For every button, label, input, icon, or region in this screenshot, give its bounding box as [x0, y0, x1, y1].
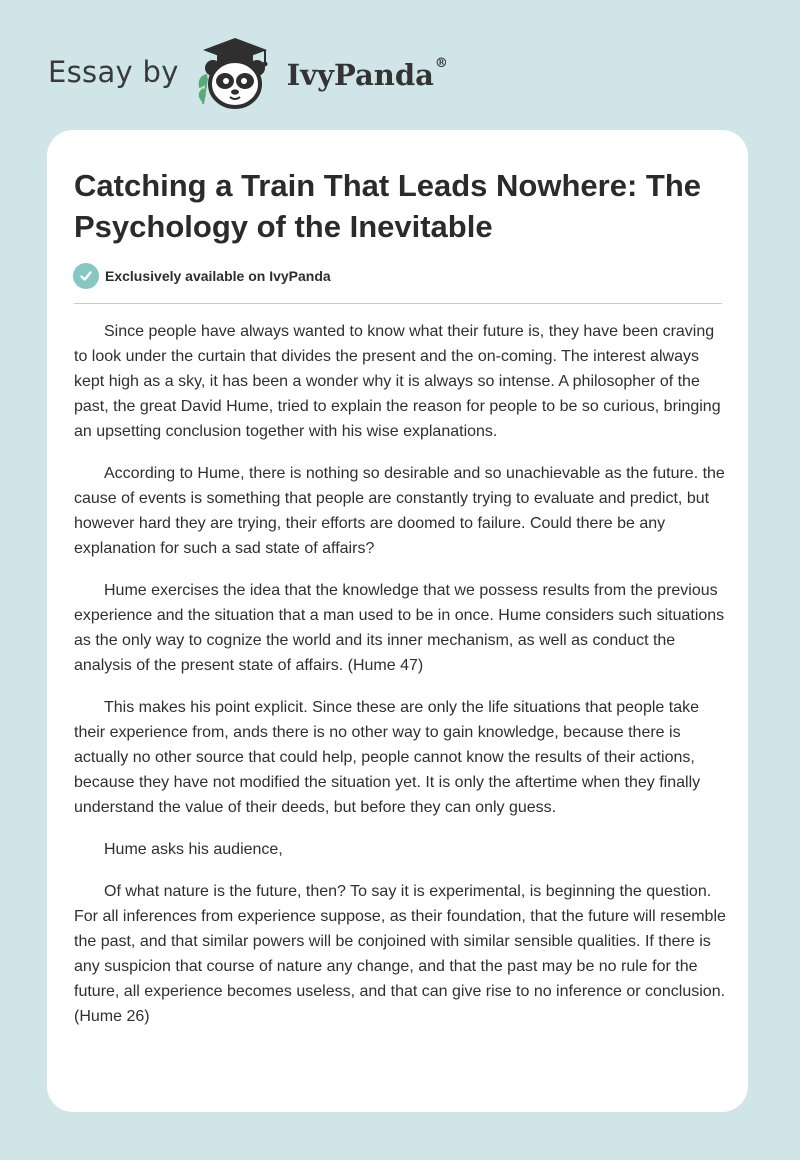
paragraph: Hume asks his audience,: [104, 841, 283, 858]
brand-name-text: IvyPanda: [286, 58, 434, 92]
essay-by-label: Essay by: [48, 55, 179, 89]
registered-mark: ®: [434, 56, 448, 71]
panda-logo-icon[interactable]: [193, 36, 285, 112]
badge-text: Exclusively available on IvyPanda: [105, 268, 331, 284]
paragraph: According to Hume, there is nothing so desirable and so unachievable as the future. the cause of events is something that people are constantly trying to evaluate and predict, but however hard they are trying, their efforts are doomed to failure. Could there be any explanation for such a sad state of affairs?: [74, 465, 725, 557]
essay-card: [47, 130, 748, 1112]
divider: [74, 303, 722, 304]
brand-name[interactable]: [287, 58, 448, 92]
site-header: [48, 36, 448, 112]
essay-title: Catching a Train That Leads Nowhere: The Psychology of the Inevitable: [74, 168, 701, 244]
paragraph: This makes his point explicit. Since these are only the life situations that people take their experience from, ands there is no other way to gain knowledge, because there is actually no other source that could help, people cannot know the results of their actions, because they have not modified the situation yet. It is only the aftertime when they finally understand the value of their deeds, but before they can only guess.: [74, 699, 701, 816]
paragraph: Since people have always wanted to know what their future is, they have been craving to look under the curtain that divides the present and the on-coming. The interest always kept high as a sky, it has been a wonder why it is always so intense. A philosopher of the past, the great David Hume, tried to explain the reason for people to be so curious, bringing an upsetting conclusion together with his wise explanations.: [74, 323, 721, 440]
exclusive-badge: [73, 263, 331, 289]
paragraph: Hume exercises the idea that the knowledge that we possess results from the previous experience and the situation that a man used to be in once. Hume considers such situations as the only way to cognize the world and its inner mechanism, as well as conduct the analysis of the present state of affairs. (Hume 47): [74, 582, 725, 674]
check-circle-icon: [73, 263, 99, 289]
paragraph: Of what nature is the future, then? To say it is experimental, is beginning the question. For all inferences from experience suppose, as their foundation, that the future will resemble the past, and that similar powers will be conjoined with similar sensible qualities. If there is any suspicion that course of nature any change, and that the past may be no rule for the future, all experience becomes useless, and that can give rise to no inference or conclusion. (Hume 26): [74, 883, 726, 1025]
essay-body: [74, 319, 729, 1046]
